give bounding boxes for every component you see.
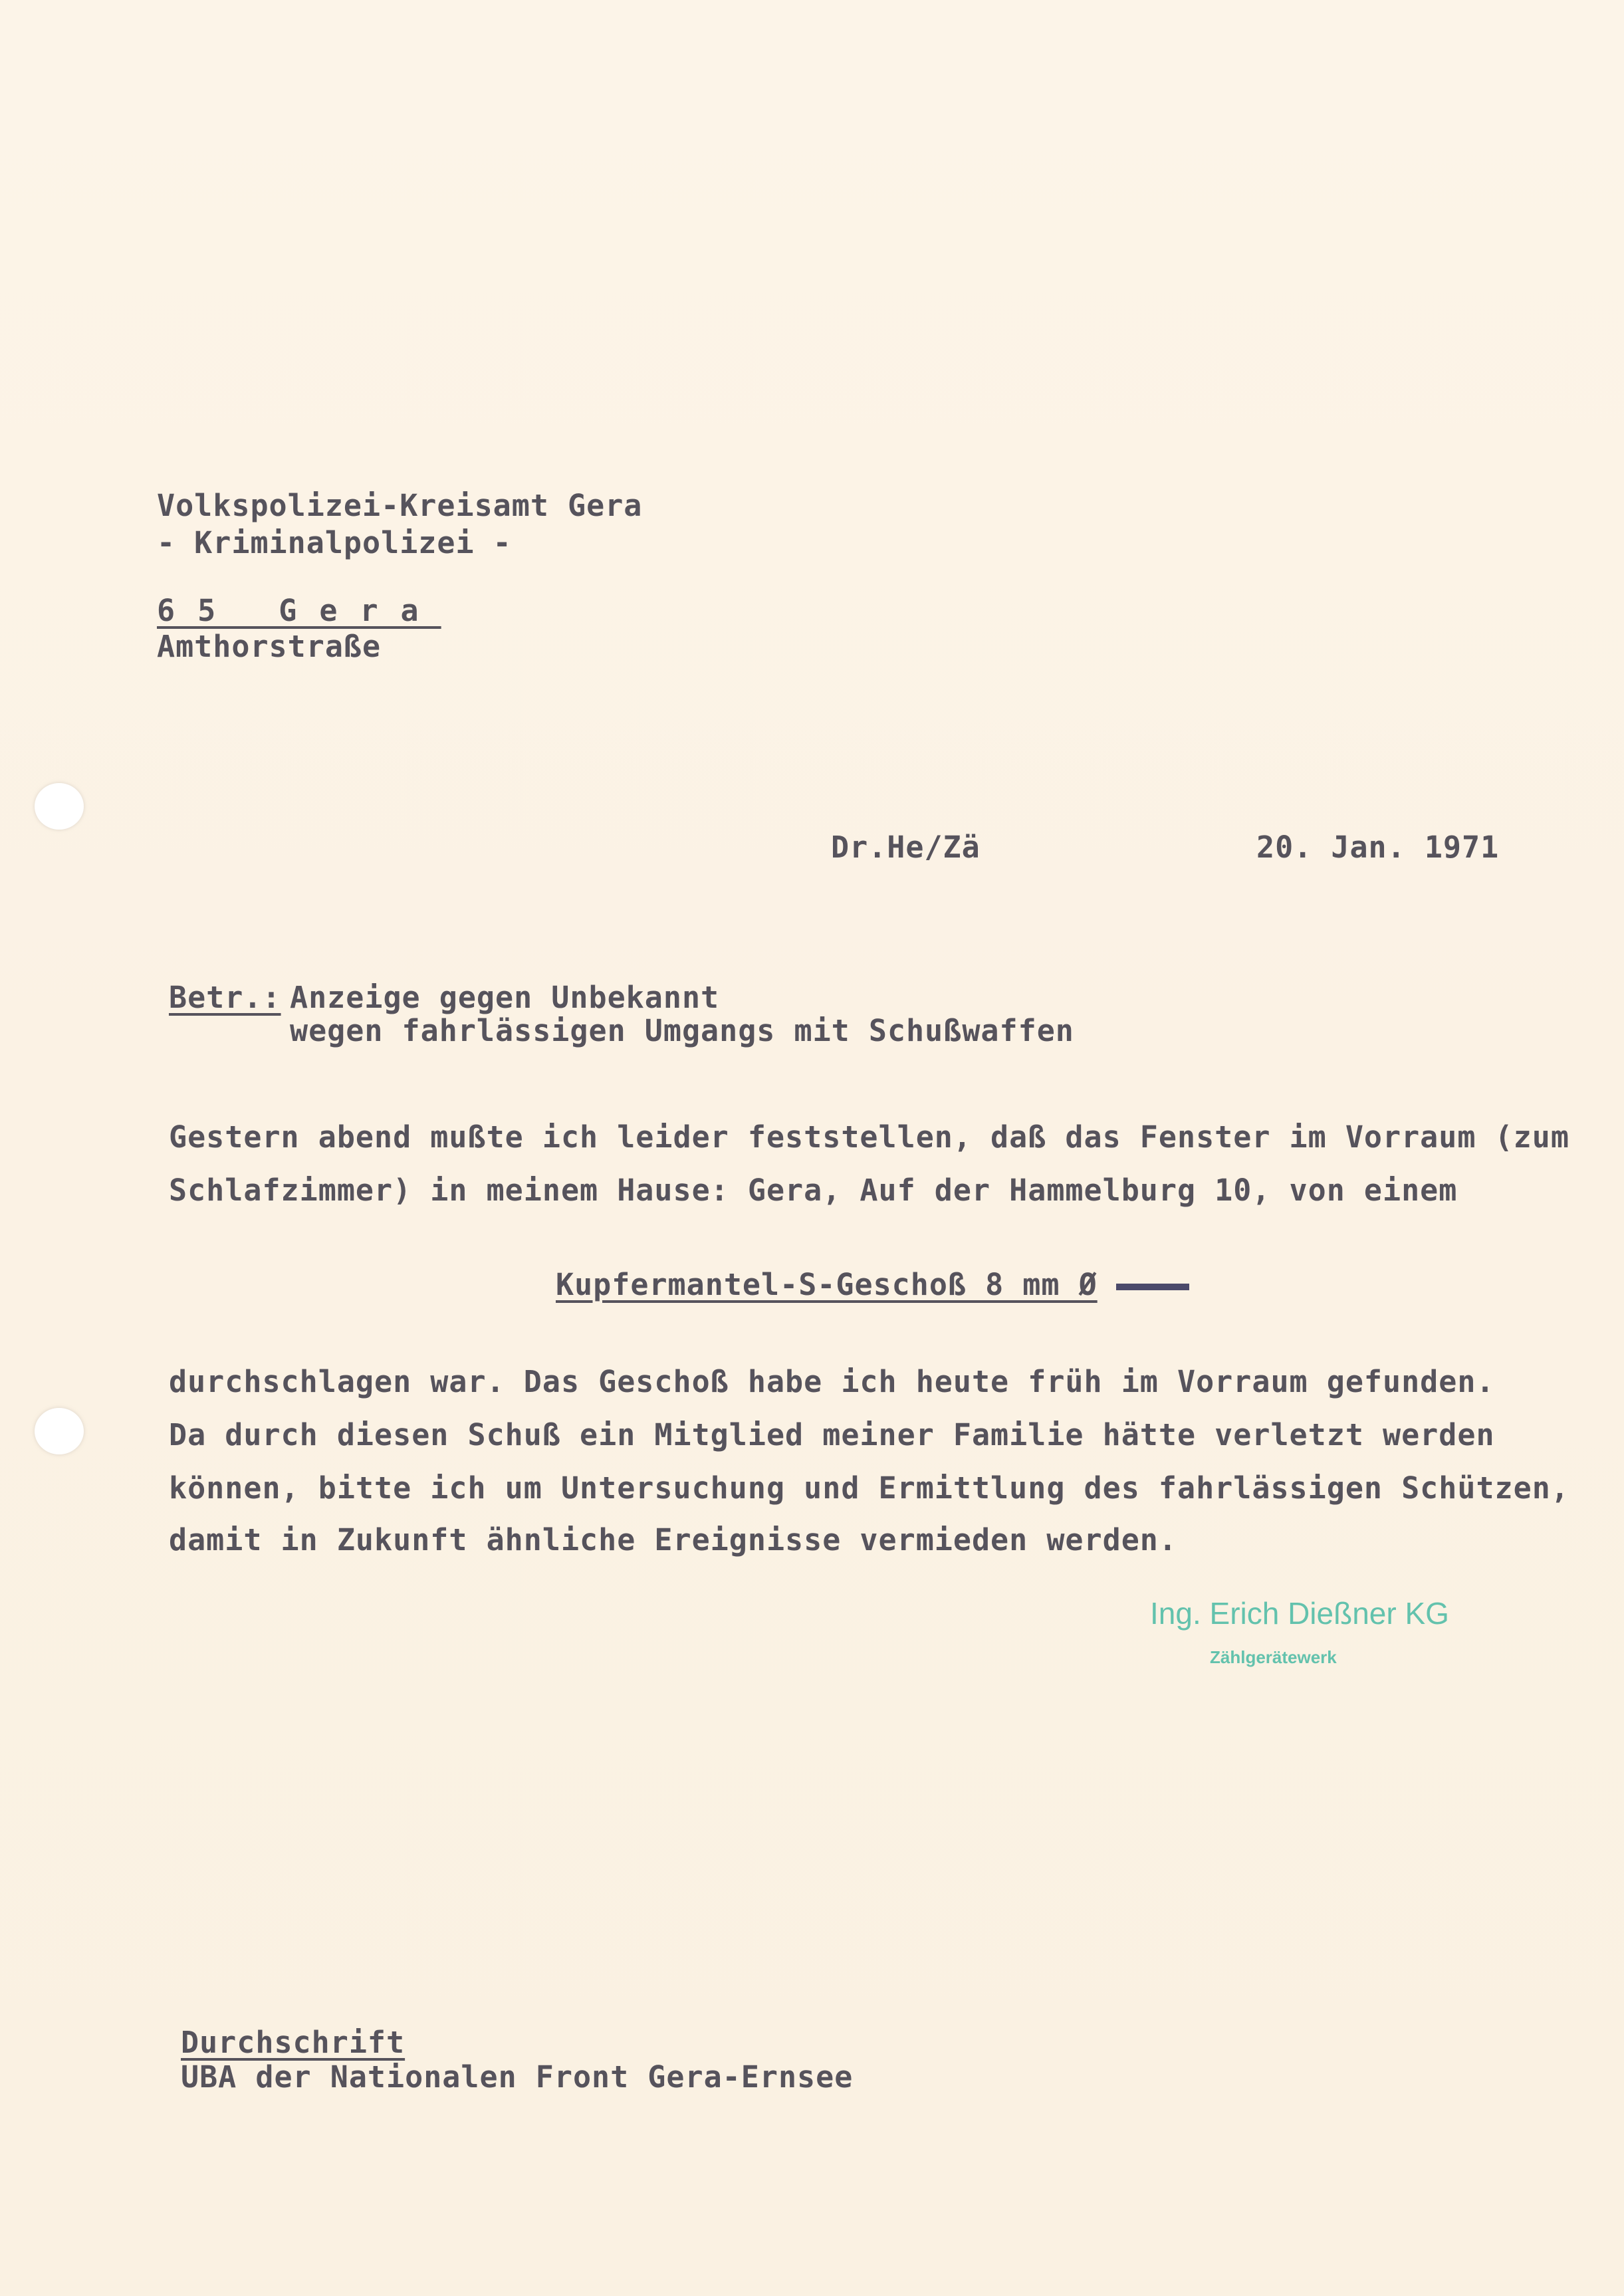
copy-label: Durchschrift bbox=[181, 2025, 406, 2060]
recipient-line2: - Kriminalpolizei - bbox=[157, 525, 512, 560]
recipient-street: Amthorstraße bbox=[157, 629, 382, 664]
subject-line1: Anzeige gegen Unbekannt bbox=[290, 980, 720, 1015]
body-p2-line3: können, bitte ich um Untersuchung und Ermittlung des fahrlässigen Schützen, bbox=[169, 1470, 1569, 1506]
punch-hole-bottom bbox=[35, 1408, 84, 1454]
subject-label: Betr.: bbox=[169, 980, 281, 1015]
body-p1-line2: Schlafzimmer) in meinem Hause: Gera, Auf der Hammelburg 10, von einem bbox=[169, 1173, 1458, 1208]
company-stamp-name: Ing. Erich Dießner KG bbox=[1150, 1596, 1449, 1631]
punch-hole-top bbox=[35, 783, 84, 830]
company-stamp-subtitle: Zählgerätewerk bbox=[1210, 1647, 1337, 1667]
typed-over-mark bbox=[1116, 1284, 1189, 1290]
recipient-city: 65 Gera bbox=[157, 593, 441, 628]
copy-recipient: UBA der Nationalen Front Gera-Ernsee bbox=[181, 2059, 854, 2095]
letter-date: 20. Jan. 1971 bbox=[1256, 830, 1500, 865]
projectile-line bbox=[556, 1259, 1189, 1311]
reference-code: Dr.He/Zä bbox=[831, 830, 981, 865]
subject-line2: wegen fahrlässigen Umgangs mit Schußwaffen bbox=[290, 1013, 1074, 1048]
body-p1-line1: Gestern abend mußte ich leider feststellen, daß das Fenster im Vorraum (zum bbox=[169, 1119, 1569, 1155]
body-p2-line4: damit in Zukunft ähnliche Ereignisse vermieden werden. bbox=[169, 1522, 1177, 1557]
body-p2-line1: durchschlagen war. Das Geschoß habe ich heute früh im Vorraum gefunden. bbox=[169, 1364, 1495, 1399]
recipient-line1: Volkspolizei-Kreisamt Gera bbox=[157, 488, 643, 523]
projectile-text: Kupfermantel-S-Geschoß 8 mm Ø bbox=[556, 1267, 1098, 1302]
body-p2-line2: Da durch diesen Schuß ein Mitglied meiner Familie hätte verletzt werden bbox=[169, 1417, 1495, 1452]
